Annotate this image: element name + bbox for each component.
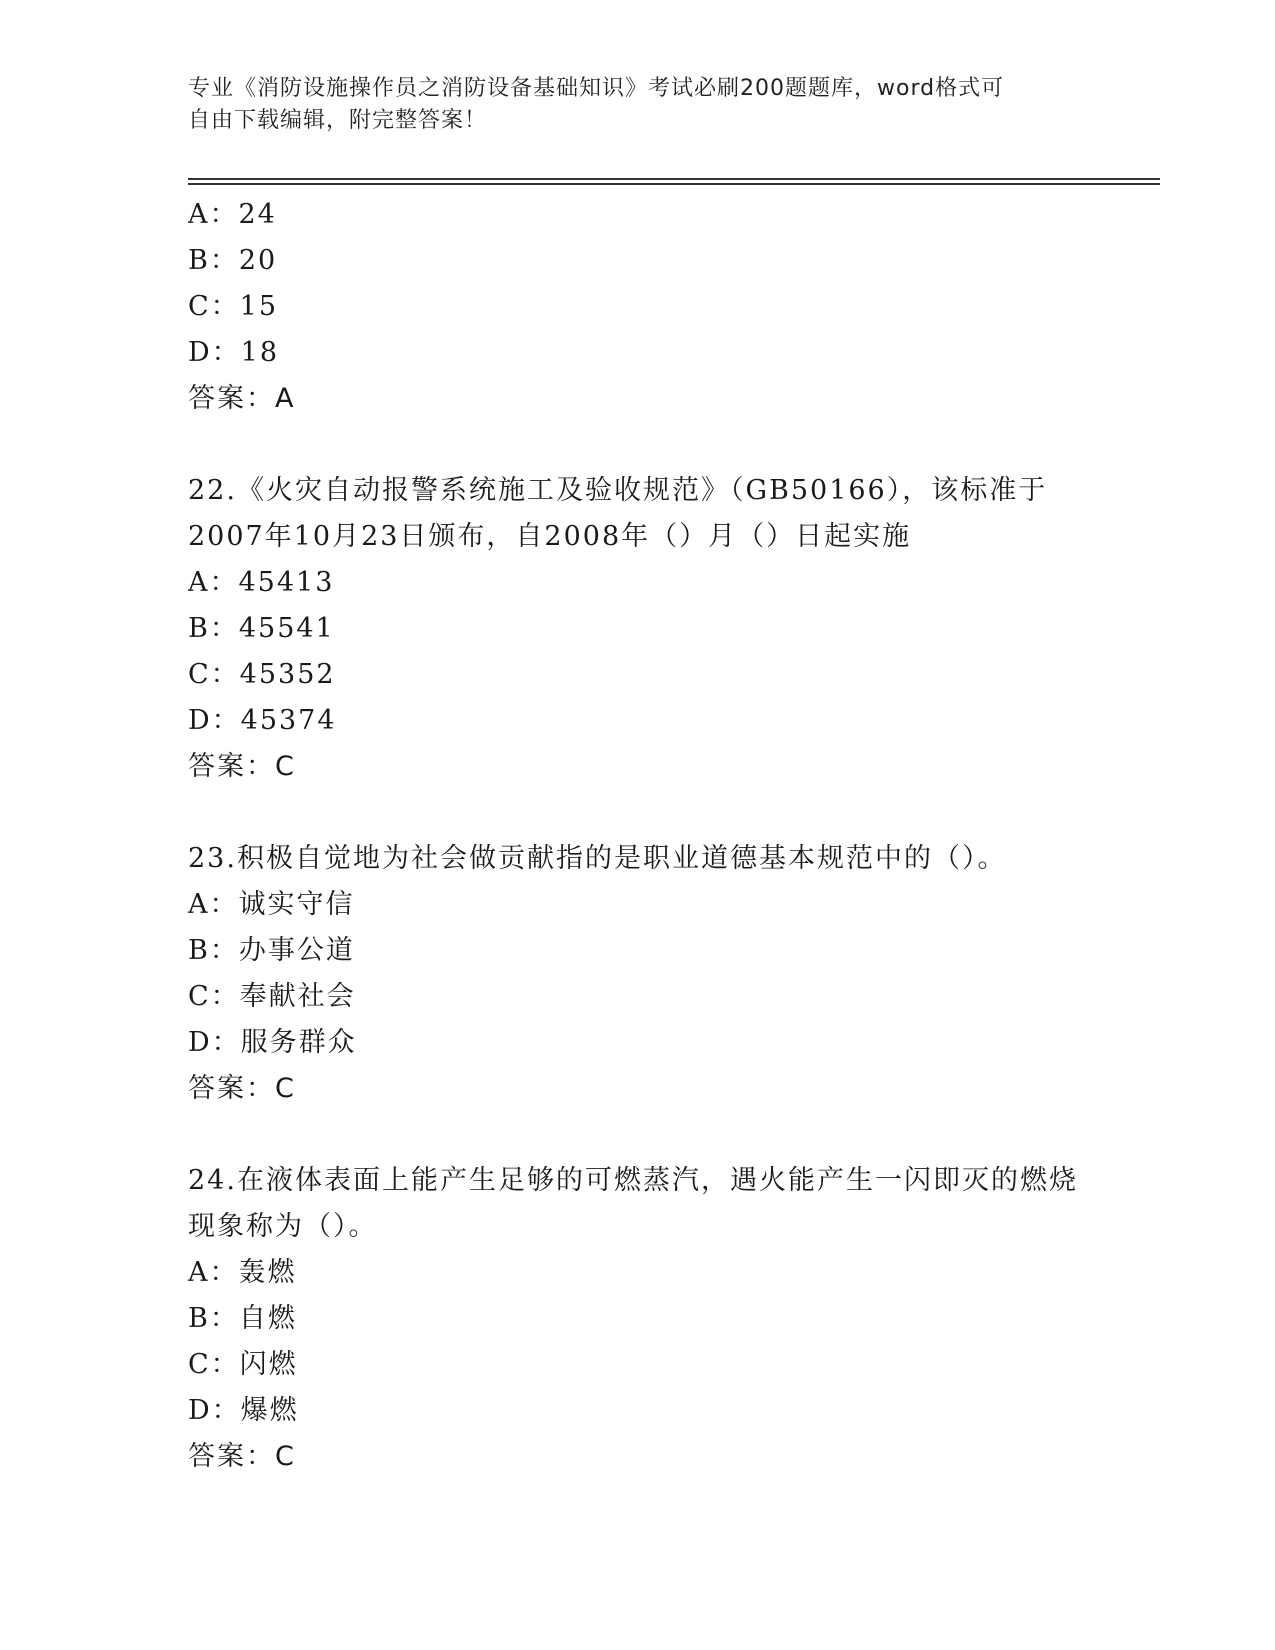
question-stem-line: 24.在液体表面上能产生足够的可燃蒸汽，遇火能产生一闪即灭的燃烧	[188, 1165, 1078, 1196]
option-b: B：45541	[188, 613, 335, 644]
question-stem-line: 22.《火灾自动报警系统施工及验收规范》（GB50166），该标准于	[188, 475, 1048, 506]
header-divider-bottom	[188, 183, 1160, 185]
spacer	[188, 790, 1088, 836]
question-stem-line: 23.积极自觉地为社会做贡献指的是职业道德基本规范中的（）。	[188, 843, 1007, 874]
option-a: A：24	[188, 199, 277, 230]
option-b: B：自燃	[188, 1303, 297, 1334]
option-c: C：闪燃	[188, 1349, 298, 1380]
spacer	[188, 422, 1088, 468]
option-b: B：20	[188, 245, 278, 276]
header-divider-top	[188, 178, 1160, 180]
question-22-block	[188, 468, 1088, 790]
question-list	[188, 192, 1088, 1480]
option-d: D：服务群众	[188, 1027, 357, 1058]
question-stem-line: 现象称为（）。	[188, 1211, 378, 1242]
option-c: C：45352	[188, 659, 336, 690]
question-stem-line: 2007年10月23日颁布，自2008年（）月（）日起实施	[188, 521, 912, 552]
option-a: A：轰燃	[188, 1257, 297, 1288]
answer-line: 答案：C	[188, 751, 296, 782]
option-c: C：15	[188, 291, 279, 322]
option-d: D：爆燃	[188, 1395, 299, 1426]
header-title-line-1: 专业《消防设施操作员之消防设备基础知识》考试必刷200题题库，word格式可	[188, 76, 1005, 101]
answer-line: 答案：A	[188, 383, 296, 414]
option-b: B：办事公道	[188, 935, 355, 966]
option-a: A：诚实守信	[188, 889, 355, 920]
option-d: D：45374	[188, 705, 337, 736]
answer-line: 答案：C	[188, 1073, 296, 1104]
answer-line: 答案：C	[188, 1441, 296, 1472]
question-24-block	[188, 1158, 1088, 1480]
document-header	[188, 73, 1068, 137]
option-d: D：18	[188, 337, 280, 368]
spacer	[188, 1112, 1088, 1158]
option-c: C：奉献社会	[188, 981, 356, 1012]
option-a: A：45413	[188, 567, 335, 598]
prev-question-block	[188, 192, 1088, 422]
header-title-line-2: 自由下载编辑，附完整答案！	[188, 108, 488, 133]
question-23-block	[188, 836, 1088, 1112]
